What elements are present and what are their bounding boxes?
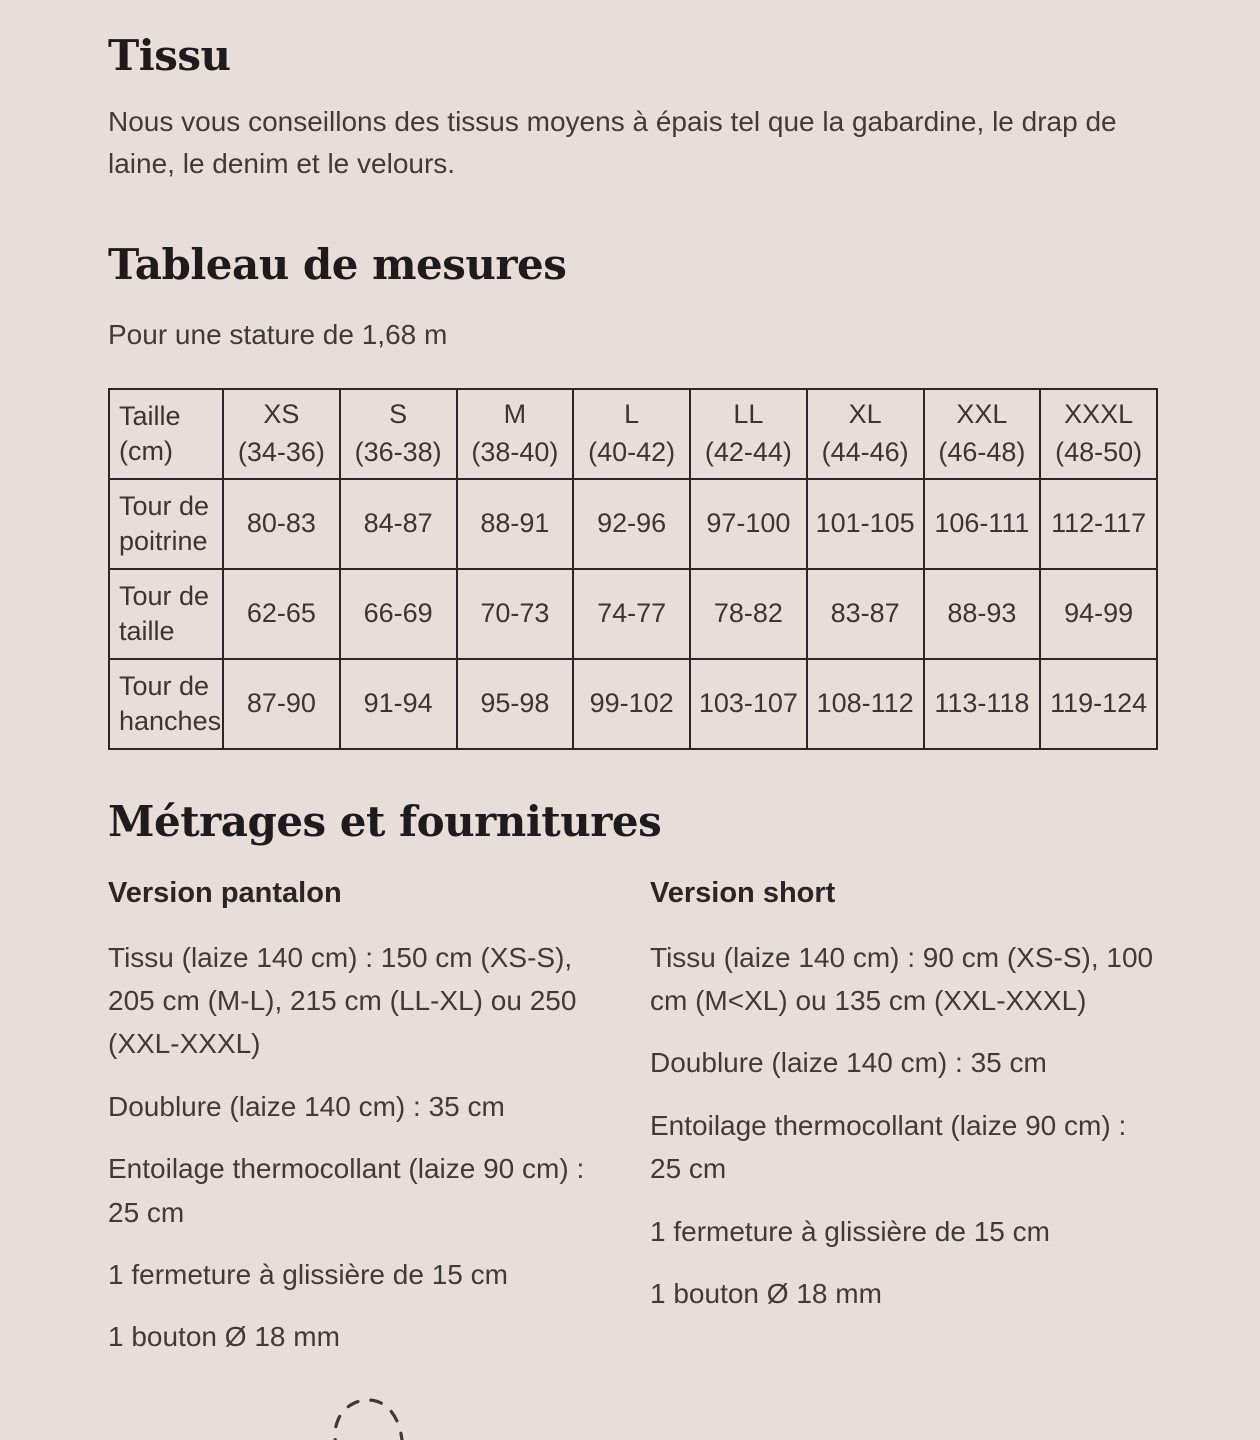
measurement-cell: 99-102 <box>573 659 690 749</box>
measurement-cell: 106-111 <box>924 479 1041 569</box>
section-title-tissu: Tissu <box>108 31 231 80</box>
size-label: XXL <box>956 399 1008 430</box>
column-version-short <box>650 877 1162 1378</box>
tissu-description: Nous vous conseillons des tissus moyens à épais tel que la gabardine, le drap de laine, le denim et le velours. <box>108 105 1117 179</box>
table-row-tour-de-taille <box>109 569 1157 659</box>
size-range: (36-38) <box>354 437 442 468</box>
measurement-cell: 112-117 <box>1040 479 1157 569</box>
measurement-cell: 84-87 <box>340 479 457 569</box>
size-range: (44-46) <box>821 437 909 468</box>
size-range: (34-36) <box>237 437 325 468</box>
supply-item: Doublure (laize 140 cm) : 35 cm <box>108 1090 505 1122</box>
measurement-cell: 101-105 <box>807 479 924 569</box>
measurement-cell: 113-118 <box>924 659 1041 749</box>
size-label: XS <box>263 399 300 430</box>
column-heading: Version short <box>650 876 836 909</box>
measurement-cell: 119-124 <box>1040 659 1157 749</box>
measurement-cell: 103-107 <box>690 659 807 749</box>
measurement-cell: 78-82 <box>690 569 807 659</box>
measurement-cell: 66-69 <box>340 569 457 659</box>
supply-item: 1 fermeture à glissière de 15 cm <box>108 1259 508 1291</box>
size-column-header-xxl <box>924 389 1041 479</box>
measurement-cell: 62-65 <box>223 569 340 659</box>
measurement-cell: 88-91 <box>457 479 574 569</box>
column-heading: Version pantalon <box>108 876 342 909</box>
section-title-metrages-et-fournitures: Métrages et fournitures <box>108 797 662 847</box>
stature-note: Pour une stature de 1,68 m <box>108 319 448 350</box>
measurement-cell: 91-94 <box>340 659 457 749</box>
measurements-table <box>108 388 1158 750</box>
measurement-cell: 74-77 <box>573 569 690 659</box>
size-range: (40-42) <box>588 437 676 468</box>
measurement-cell: 80-83 <box>223 479 340 569</box>
measurement-cell: 87-90 <box>223 659 340 749</box>
measurement-cell: 88-93 <box>924 569 1041 659</box>
supply-item: 1 bouton Ø 18 mm <box>108 1321 340 1353</box>
supply-item: Tissu (laize 140 cm) : 90 cm (XS-S), 100 cm (M<XL) ou 135 cm (XXL-XXXL) <box>650 941 1154 1017</box>
size-range: (38-40) <box>471 437 559 468</box>
size-label: XXXL <box>1064 399 1134 430</box>
size-column-header-xs <box>223 389 340 479</box>
measurement-cell: 92-96 <box>573 479 690 569</box>
size-column-header-xl <box>807 389 924 479</box>
measurement-cell: 94-99 <box>1040 569 1157 659</box>
table-corner-header: Taille (cm) <box>109 389 223 479</box>
size-column-header-m <box>457 389 574 479</box>
table-row-tour-de-poitrine <box>109 479 1157 569</box>
table-row-tour-de-hanches <box>109 659 1157 749</box>
supply-item: Tissu (laize 140 cm) : 150 cm (XS-S), 205 cm (M-L), 215 cm (LL-XL) ou 250 (XXL-XXXL) <box>108 941 577 1060</box>
size-label: L <box>624 399 640 430</box>
supply-item: Entoilage thermocollant (laize 90 cm) : 25 cm <box>108 1153 585 1228</box>
column-version-pantalon <box>108 877 613 1378</box>
size-range: (48-50) <box>1055 437 1143 468</box>
size-label: S <box>389 399 408 430</box>
supplies-columns <box>108 877 1260 1378</box>
row-label: Tour de poitrine <box>109 479 223 569</box>
measurement-cell: 95-98 <box>457 659 574 749</box>
section-title-tableau-de-mesures: Tableau de mesures <box>108 239 567 289</box>
supply-item: 1 bouton Ø 18 mm <box>650 1278 882 1310</box>
stitch-thread-decoration-icon <box>246 1384 1006 1440</box>
size-range: (46-48) <box>938 437 1026 468</box>
size-column-header-s <box>340 389 457 479</box>
measurement-cell: 83-87 <box>807 569 924 659</box>
size-header-row <box>109 389 1157 479</box>
row-label: Tour de hanches <box>109 659 223 749</box>
measurement-cell: 108-112 <box>807 659 924 749</box>
measurement-cell: 70-73 <box>457 569 574 659</box>
size-label: XL <box>848 399 882 430</box>
supply-item: 1 fermeture à glissière de 15 cm <box>650 1215 1050 1247</box>
supply-item: Entoilage thermocollant (laize 90 cm) : 25 cm <box>650 1109 1127 1185</box>
size-range: (42-44) <box>704 437 792 468</box>
size-column-header-ll <box>690 389 807 479</box>
size-column-header-l <box>573 389 690 479</box>
row-label: Tour de taille <box>109 569 223 659</box>
size-label: LL <box>733 399 764 430</box>
size-column-header-xxxl <box>1040 389 1157 479</box>
measurement-cell: 97-100 <box>690 479 807 569</box>
supply-item: Doublure (laize 140 cm) : 35 cm <box>650 1047 1047 1079</box>
size-label: M <box>503 399 527 430</box>
